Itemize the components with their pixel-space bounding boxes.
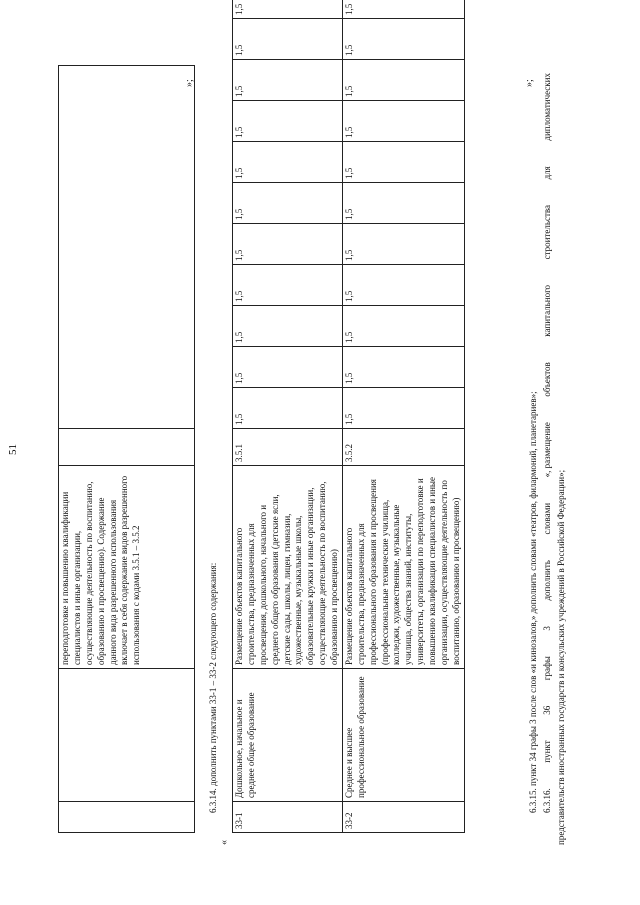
coefficient-value: 1,5 [342,60,464,101]
coefficient-value: 1,5 [342,183,464,224]
use-type-description: Размещение объектов капитального строительства, предназначенных для профессионального образования и просвещения (профессиональные технические училища, колледжи, художественные, музыкальные училища, общества знаний, институты, университеты, организации по переподготовке и повышению квалификации специалистов и иные организации, осуществляющие деятельность по воспитанию, образованию и просвещению) [342,466,464,669]
paragraph-word: 3 [542,626,552,631]
paragraph-word: строительства [542,204,552,260]
use-type-code: 3.5.2 [342,429,464,466]
coefficient-value: 1,5 [233,60,343,101]
paragraph-6-3-16 [542,73,554,813]
row-number: 33-2 [342,802,464,833]
table-row [59,66,195,833]
table-cell-empty [59,429,195,466]
coefficient-value: 1,5 [342,19,464,60]
paragraph-6-3-14: 6.3.14. дополнить пунктами 33-1 – 33-2 следующего содержания: [208,562,218,813]
coefficient-value: 1,5 [342,265,464,306]
paragraph-6-3-15: 6.3.15. пункт 34 графы 3 после слов «и кинозалов,» дополнить словами «театров, филармоний, планетариев»; [528,391,538,813]
table-continuation [58,65,195,833]
coefficient-value: 1,5 [233,142,343,183]
coefficient-value: 1,5 [342,101,464,142]
coefficient-value: 1,5 [233,183,343,224]
opening-quote: « [219,840,230,845]
paragraph-word: словами [542,502,552,535]
coefficient-value: 1,5 [233,19,343,60]
paragraph-word: 36 [542,705,552,715]
coefficient-value: 1,5 [233,306,343,347]
paragraph-word: для [542,166,552,180]
paragraph-word: 6.3.16. [542,788,552,813]
table-cell-empty [59,802,195,833]
coefficient-value: 1,5 [233,101,343,142]
coefficient-value: 1,5 [233,0,343,19]
coefficient-value: 1,5 [233,265,343,306]
closing-quote: »; [524,79,535,87]
paragraph-6-3-16-continuation: представительств иностранных государств и консульских учреждений в Российской Федерации»; [556,469,566,845]
use-type-description: Размещение объектов капитального строительства, предназначенных для просвещения, дошкольного, начального и среднего общего образования (детские ясли, детские сады, школы, лицеи, гимназии, художественные, музыкальные школы, образовательные кружки и иные организации, осуществляющие деятельность по воспитанию, образованию и просвещению) [233,466,343,669]
table-new-items [232,0,465,833]
use-type-name: Дошкольное, начальное и среднее общее образование [233,669,343,802]
coefficient-value: 1,5 [233,388,343,429]
paragraph-word: объектов [542,362,552,397]
coefficient-value: 1,5 [342,306,464,347]
paragraph-word: дипломатических [542,73,552,141]
table-cell-empty [59,66,195,429]
coefficient-value: 1,5 [233,224,343,265]
coefficient-value: 1,5 [342,388,464,429]
table-row [233,0,343,833]
table-cell-description: переподготовке и повышению квалификации специалистов и иные организации, осуществляющие деятельность по воспитанию, образованию и просвещению). Содержание данного вида разрешенного использования включает в себя содержание видов разрешенного использования с кодами 3.5.1 – 3.5.2 [59,466,195,669]
table-cell-empty [59,669,195,802]
row-number: 33-1 [233,802,343,833]
paragraph-word: капитального [542,284,552,337]
coefficient-value: 1,5 [342,0,464,19]
coefficient-value: 1,5 [342,142,464,183]
paragraph-word: пункт [542,740,552,763]
paragraph-word: «, размещение [542,422,552,478]
paragraph-word: дополнить [542,560,552,601]
use-type-code: 3.5.1 [233,429,343,466]
closing-quote: »; [184,79,195,87]
coefficient-value: 1,5 [342,347,464,388]
table-row [342,0,464,833]
page-number: 51 [7,444,19,455]
coefficient-value: 1,5 [342,224,464,265]
paragraph-word: графы [542,656,552,681]
use-type-name: Среднее и высшее профессиональное образование [342,669,464,802]
coefficient-value: 1,5 [233,347,343,388]
